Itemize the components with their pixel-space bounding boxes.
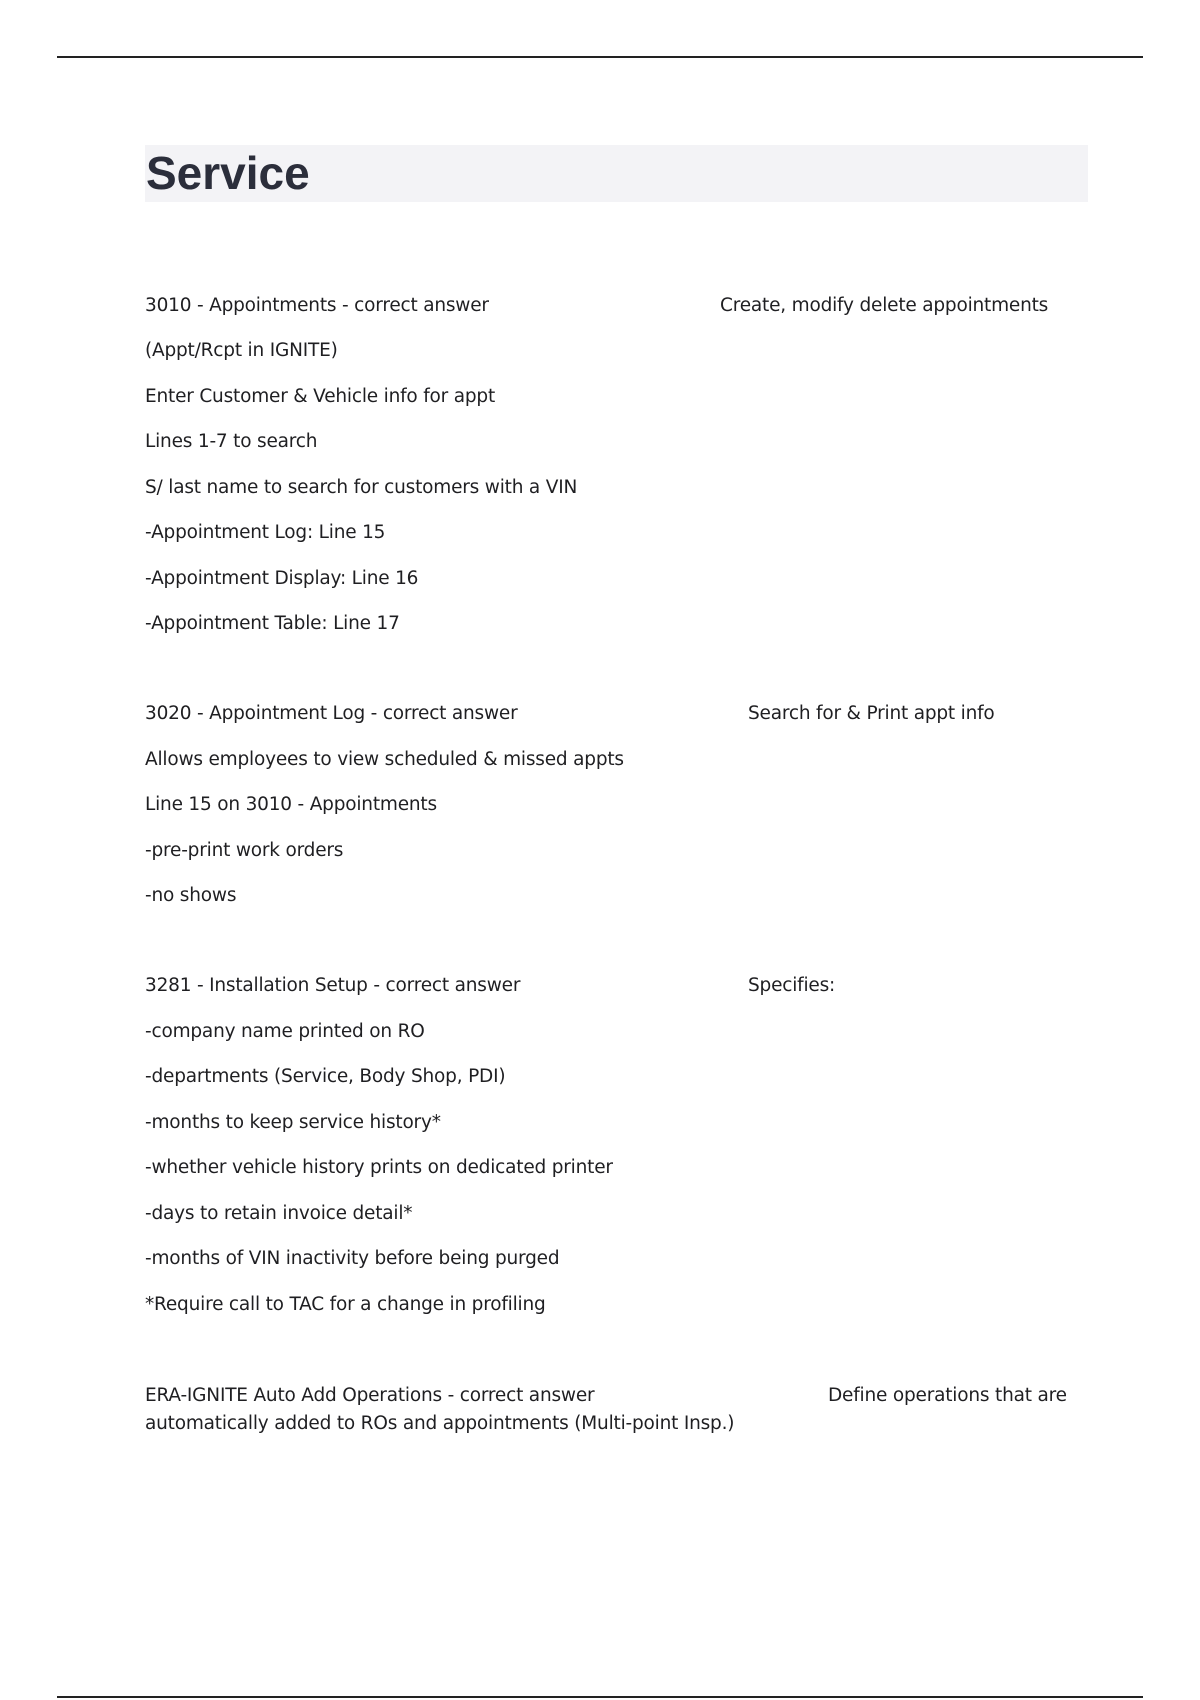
card-line: *Require call to TAC for a change in profiling bbox=[145, 1294, 546, 1315]
card-line: -Appointment Log: Line 15 bbox=[145, 522, 386, 543]
card-line: -months to keep service history* bbox=[145, 1112, 441, 1133]
top-rule bbox=[57, 56, 1143, 58]
card-line: -Appointment Display: Line 16 bbox=[145, 568, 419, 589]
page-title: Service bbox=[146, 147, 310, 199]
card-answer: Create, modify delete appointments bbox=[720, 295, 1049, 316]
card-line: -days to retain invoice detail* bbox=[145, 1203, 413, 1224]
card-question: 3281 - Installation Setup - correct answer bbox=[145, 975, 521, 996]
card-line: -pre-print work orders bbox=[145, 840, 344, 861]
card-line: S/ last name to search for customers with a VIN bbox=[145, 477, 578, 498]
card-line: automatically added to ROs and appointments (Multi-point Insp.) bbox=[145, 1413, 735, 1434]
card-line: -months of VIN inactivity before being purged bbox=[145, 1248, 560, 1269]
card-answer: Define operations that are bbox=[828, 1385, 1067, 1406]
card-line: Lines 1-7 to search bbox=[145, 431, 318, 452]
card-line: -no shows bbox=[145, 885, 237, 906]
card-question: 3020 - Appointment Log - correct answer bbox=[145, 703, 518, 724]
card-answer: Specifies: bbox=[748, 975, 836, 996]
card-line: -Appointment Table: Line 17 bbox=[145, 613, 400, 634]
card-line: Line 15 on 3010 - Appointments bbox=[145, 794, 437, 815]
bottom-rule bbox=[57, 1696, 1143, 1698]
card-line: -departments (Service, Body Shop, PDI) bbox=[145, 1066, 506, 1087]
card-line: -whether vehicle history prints on dedicated printer bbox=[145, 1157, 613, 1178]
card-question: ERA-IGNITE Auto Add Operations - correct answer bbox=[145, 1385, 595, 1406]
card-line: Allows employees to view scheduled & missed appts bbox=[145, 749, 624, 770]
card-line: (Appt/Rcpt in IGNITE) bbox=[145, 340, 338, 361]
card-question: 3010 - Appointments - correct answer bbox=[145, 295, 489, 316]
card-line: -company name printed on RO bbox=[145, 1021, 425, 1042]
card-answer: Search for & Print appt info bbox=[748, 703, 995, 724]
card-line: Enter Customer & Vehicle info for appt bbox=[145, 386, 495, 407]
